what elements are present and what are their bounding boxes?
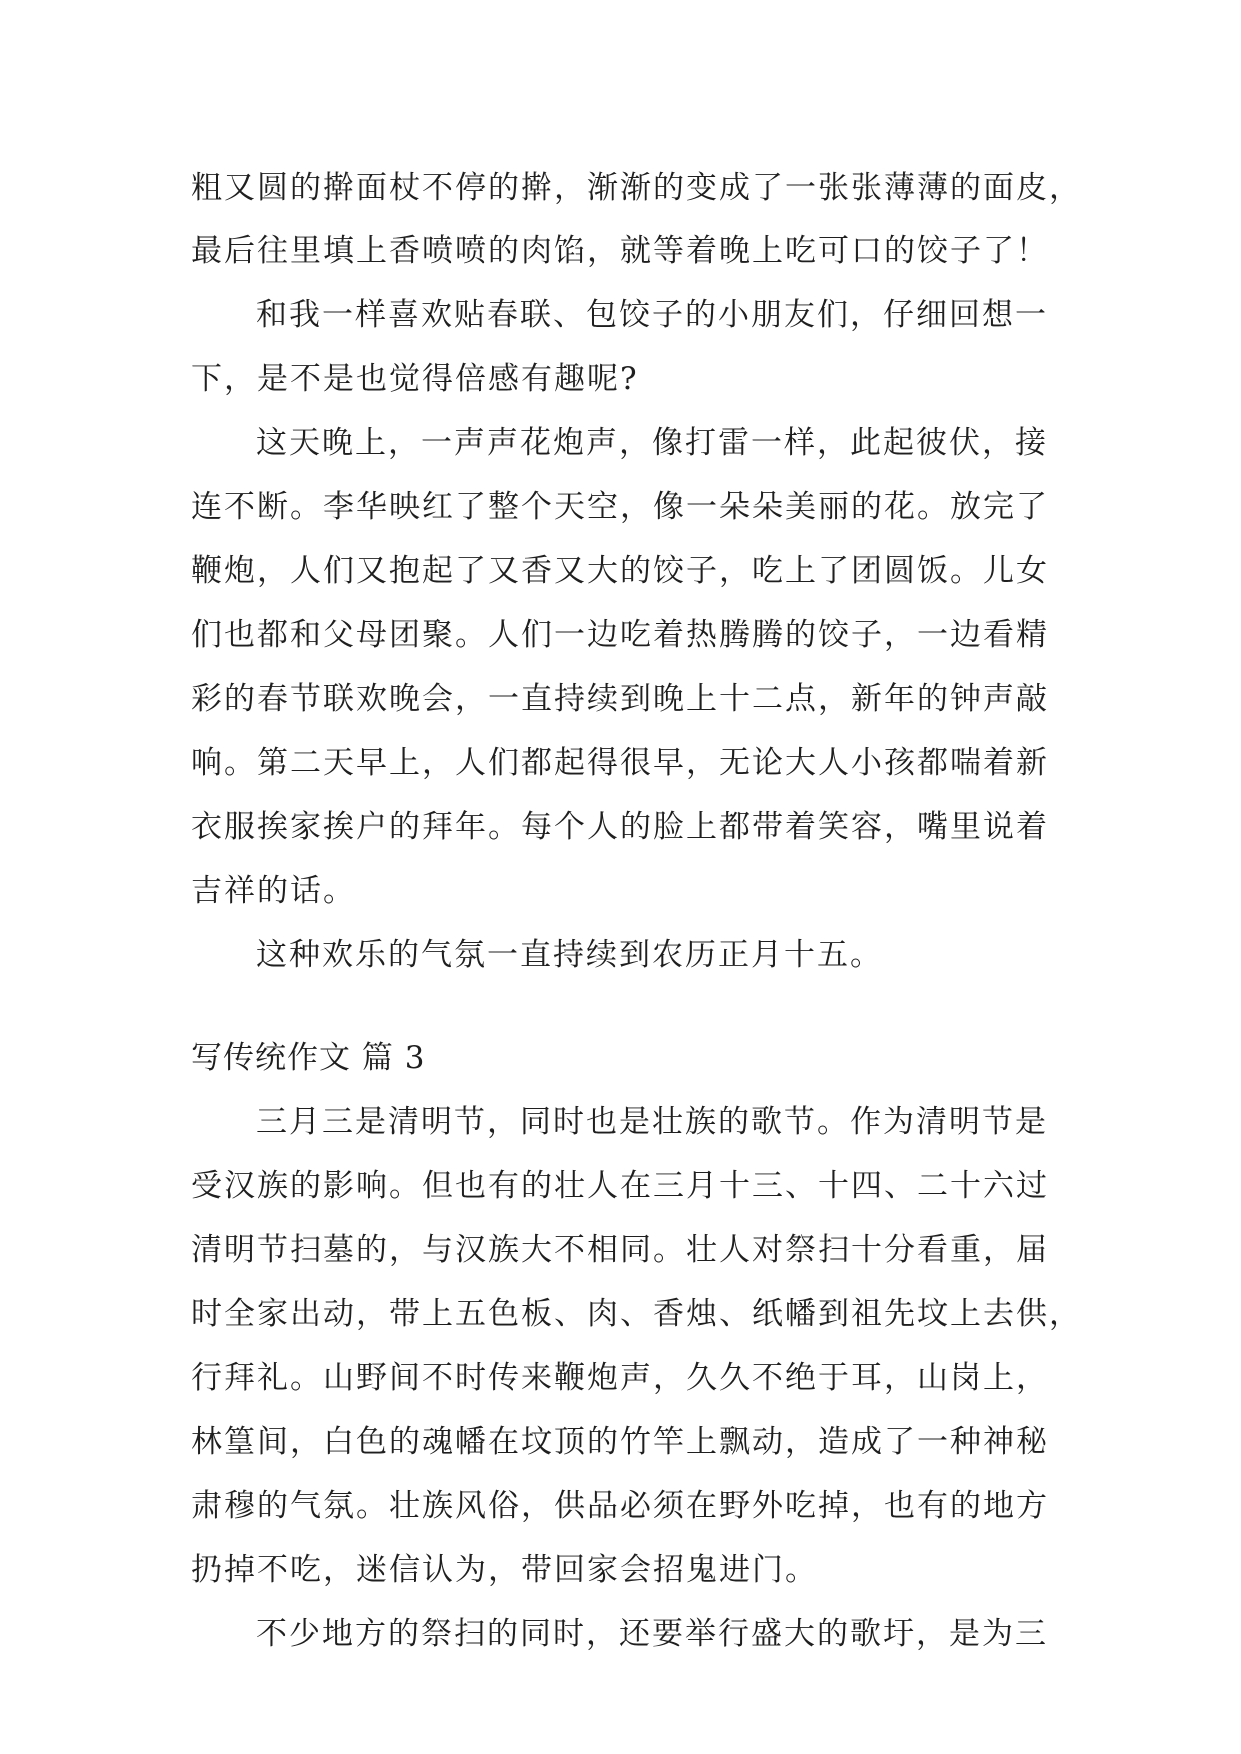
paragraph-line: 响。第二天早上，人们都起得很早，无论大人小孩都喘着新 (191, 745, 1049, 781)
paragraph-line: 林篁间，白色的魂幡在坟顶的竹竿上飘动，造成了一种神秘 (191, 1424, 1049, 1460)
paragraph-line: 下，是不是也觉得倍感有趣呢? (191, 361, 639, 397)
paragraph-line: 衣服挨家挨户的拜年。每个人的脸上都带着笑容，嘴里说着 (191, 809, 1049, 845)
paragraph-line: 肃穆的气氛。壮族风俗，供品必须在野外吃掉，也有的地方 (191, 1488, 1049, 1524)
paragraph-line: 不少地方的祭扫的同时，还要举行盛大的歌圩，是为三 (256, 1616, 1048, 1652)
paragraph-line: 连不断。李华映红了整个天空，像一朵朵美丽的花。放完了 (191, 489, 1049, 525)
paragraph-line: 清明节扫墓的，与汉族大不相同。壮人对祭扫十分看重，届 (191, 1232, 1049, 1268)
paragraph-line: 受汉族的影响。但也有的壮人在三月十三、十四、二十六过 (191, 1168, 1049, 1204)
paragraph-line: 行拜礼。山野间不时传来鞭炮声，久久不绝于耳，山岗上， (191, 1360, 1049, 1396)
paragraph-line: 这天晚上，一声声花炮声，像打雷一样，此起彼伏，接 (256, 425, 1048, 461)
paragraph-line: 扔掉不吃，迷信认为，带回家会招鬼进门。 (191, 1552, 818, 1588)
paragraph-line: 三月三是清明节，同时也是壮族的歌节。作为清明节是 (256, 1104, 1048, 1140)
paragraph-line: 粗又圆的擀面杖不停的擀，渐渐的变成了一张张薄薄的面皮， (191, 170, 1082, 206)
paragraph-line: 鞭炮，人们又抱起了又香又大的饺子，吃上了团圆饭。儿女 (191, 553, 1049, 589)
paragraph-line: 最后往里填上香喷喷的肉馅，就等着晚上吃可口的饺子了！ (191, 233, 1049, 269)
section-heading: 写传统作文 篇 3 (191, 1040, 426, 1076)
paragraph-line: 们也都和父母团聚。人们一边吃着热腾腾的饺子，一边看精 (191, 617, 1049, 653)
paragraph-line: 时全家出动，带上五色板、肉、香烛、纸幡到祖先坟上去供， (191, 1296, 1082, 1332)
paragraph-line: 和我一样喜欢贴春联、包饺子的小朋友们，仔细回想一 (256, 297, 1048, 333)
paragraph-line: 这种欢乐的气氛一直持续到农历正月十五。 (256, 937, 883, 973)
paragraph-line: 彩的春节联欢晚会，一直持续到晚上十二点，新年的钟声敲 (191, 681, 1049, 717)
paragraph-line: 吉祥的话。 (191, 873, 356, 909)
